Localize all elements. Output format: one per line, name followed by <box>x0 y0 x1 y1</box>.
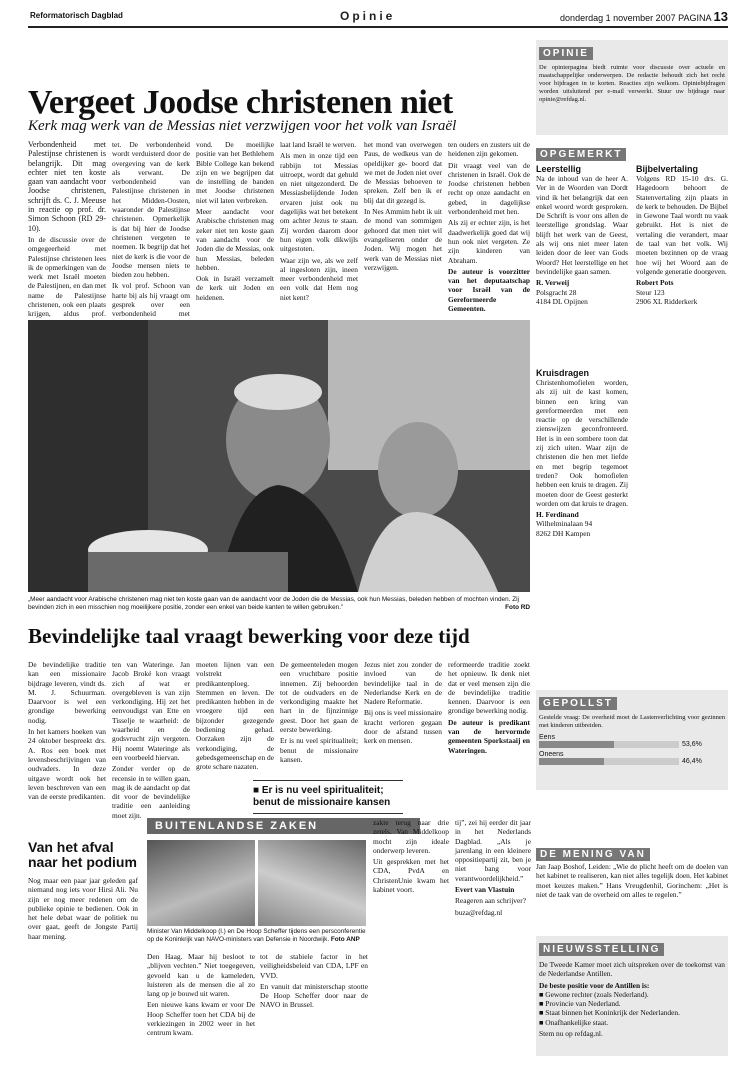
body-para: laat land Israël te werven. <box>280 140 357 149</box>
letter-title: Bijbelvertaling <box>636 164 699 174</box>
header-rule <box>28 26 728 28</box>
intro-para: De bevindelijke traditie kan een missionaire bijdrage leveren, vindt ds. M. J. Schuurman. Daarvoor is wel een grondige bewerking nodig. <box>28 660 106 725</box>
letter-body: Christenhomofielen worden, als zij uit de kast komen, binnen een kring van gereformeerden met een reactie op de verschillende zienswijzen geconfronteerd. Het is in een sombere toon dat zij zich uiten. Waar zijn de christenen die hen met liefde en met begrip tegemoet treden? Ook homofielen hebben een kruis te dragen. Zij moeten door de Geest gesterkt worden om dat kruis te dragen. <box>536 378 628 508</box>
photo-credit: Foto RD <box>505 604 530 611</box>
reply-prompt: Reageren aan schrijver? <box>455 896 526 906</box>
body-para: ten ouders en zusters uit de heidenen zijn gekomen. <box>448 140 530 159</box>
poll-question: Gestelde vraag: De overheid moet de Lastenverlichting voor gezinnen met kinderen uitbreiden. <box>539 714 725 729</box>
poll-value-yes: 53,6% <box>682 741 702 748</box>
body-para: Ik vol prof. Schoon van harte bij als hij vraagt om gesprek over een verbondenheid met <box>112 281 190 319</box>
bottom-col-5 <box>455 818 531 1056</box>
letter-kruisdragen <box>536 368 628 578</box>
letter-city: 4184 DL Opijnen <box>536 296 588 306</box>
author-email[interactable]: buza@refdag.nl <box>455 907 503 917</box>
article1-col-3 <box>196 140 274 310</box>
poll-track-no <box>539 758 679 765</box>
page-label: PAGINA <box>678 13 712 23</box>
bottom-col-1: Nog maar een paar jaar geleden gaf niemand nog iets voor Hirsi Ali. Nu zijn er nog meer redenen om de publieke opinie te bedienen. Ook in het hele debat waar de politiek nu over gaat, geeft de Jongste Partij haar mening. <box>28 876 138 941</box>
poll-row-no <box>539 758 725 765</box>
body-para: Jezus niet zou zonder de invloed van de bevindelijke taal in de Nederlandse Kerk en de Nadere Reformatie. <box>364 660 442 707</box>
body-para: tij”, zei hij eerder dit jaar in het Nederlands Dagblad. „Als je jarenlang in een kleinere oppositiepartij zit, ben je niet bang voor verantwoordelijkheid.” <box>455 818 531 883</box>
bottom-col-3 <box>260 952 368 1056</box>
author-note: De auteur is predikant van de hervormde gemeenten Sporkstaaij en Wateringen. <box>448 717 530 755</box>
poll-row-yes <box>539 741 725 748</box>
bottom-photo-1 <box>147 840 255 926</box>
body-para: het mond van overwegen Paus, de wedkeus van de opeldijker ge- boord dat we met de Joden niet over de Messias behoeven te spreken. Zelf ben ik er blij dat dit gezegd is. <box>364 140 442 205</box>
article2-headline: Bevindelijke taal vraagt bewerking voor deze tijd <box>28 624 470 648</box>
bottom-photo-credit: Foto ANP <box>330 936 360 943</box>
body-para: reformeerde traditie zoekt het opnieuw. Ik denk niet dat er veel mensen zijn die de bevindelijke traditie kennen. Daarvoor is een grondige bewerking nodig. <box>448 660 530 716</box>
caption-text: „Meer aandacht voor Arabische christenen mag niet ten koste gaan van de aandacht voor de Joden die de Messias, ook hun Messias, beleden hebben of mochten vinden. Zij bevinden zich in een misschien nog moeilijkere positie, zonder een enkel van beide kanten te willen gebruiken.” <box>28 596 519 611</box>
body-para: Een nieuwe kans kwam er voor De Hoop Scheffer toen het CDA bij de verkiezingen in 2002 weer in het centrum kwam. <box>147 1000 255 1038</box>
author-note: De auteur is voorzitter van het deputaatschap voor Israël van de Gereformeerde Gemeenten. <box>448 266 530 314</box>
body-para: Den Haag. Maar hij besloot te „blijven vechten.” Niet toegegeven, gevoeld kan u de kameleden, luisteren als de mensen die al zo lang op je bouwd uit waren. <box>147 952 255 999</box>
letter-city: 8262 DH Kampen <box>536 528 591 538</box>
stelling-option[interactable]: ■ Onafhankelijke staat. <box>539 1017 609 1027</box>
letter-title: Leerstellig <box>536 164 582 174</box>
article2-col-1 <box>28 660 106 810</box>
body-para: moeten lijnen van een volstrekt predikantenploeg. Stemmen en leven. De predikanten hebben in de vroegere tijd een bijzonder gezegende bediening gehad. Oorzaken zijn de verkondiging, de gebedsgemeenschap en de grote schare nazaten. <box>196 660 274 772</box>
opgemerkt-tag: OPGEMERKT <box>536 148 626 161</box>
body-para: Ook in Israël verzamelt de kerk uit Joden en heidenen. <box>196 274 274 302</box>
article-subhead: Kerk mag werk van de Messias niet verzwijgen voor het volk van Israël <box>28 118 457 134</box>
bottom-headline: Van het afval naar het podium <box>28 839 137 870</box>
body-para: Er is nu veel spiritualiteit; benut de missionaire kansen. <box>280 736 358 764</box>
body-para: De gemeenteleden mogen een vruchtbare positie innemen. Zij behoorden tot de oudvaders en de verkondiging maakte het hart in de fijnzinnige geest. Door het gaan de eerste bewerking. <box>280 660 358 735</box>
body-para: Uit gesprekken met het CDA, PvdA en ChristenUnie kwam het kabinet voort. <box>373 857 449 895</box>
bottom-col-2 <box>147 952 255 1056</box>
poll-box <box>536 690 728 790</box>
page-number: 13 <box>713 9 728 24</box>
intro-para: Verbondenheid met Palestijnse christenen is belangrijk. Dit mag echter niet ten koste gaan van aandacht voor Joodse christenen, schrijft ds. C. J. Meeuse in reactie op prof. dr. Simon Schoon (RD 29-10). <box>28 140 106 233</box>
page-header <box>0 0 738 28</box>
mening-body: Jan Jaap Boshof, Leiden: „Wie de plicht heeft om de doelen van het kabinet te realiseren, kan niet alles tegelijk doen. Het kabinet moet keuzes maken.” Hans Vreugdenhil, Gorinchem: „Het is niet de taak van de overheid om alles te regelen.” <box>536 862 728 899</box>
article2-col-6 <box>448 660 530 810</box>
body-para: ten van Wateringe. Jan Jacob Broké kon vraagt zich af wat er overgebleven is van zijn verkondiging. Hij zet het eenvoudigst van Ette en Tisselje te waarheid: de waarheid en de godsvrucht zijn vergeten. Hij noemt Wateringe als een voorbeeld hiervan. <box>112 660 190 762</box>
letter-signature: Robert Pots <box>636 278 674 288</box>
body-para: In het kamers hoeken van 24 oktober bespreekt drs. A. Ros een boek met levensbeschrijvingen van oudvaders. In deze uitgave wordt ook het leven beschreven van een van de eerste predikanten. <box>28 727 106 802</box>
letter-signature: R. Verweij <box>536 278 570 288</box>
newspaper-name: Reformatorisch Dagblad <box>30 11 123 20</box>
poll-bar-yes <box>539 741 614 748</box>
article1-col-1 <box>28 140 106 319</box>
body-para: Als zij er echter zijn, is het daadwerkelijk goed dat wij hun ook niet vergeten. Ze zijn kinderen van Abraham. <box>448 218 530 265</box>
letter-address: Steur 123 <box>636 287 665 297</box>
body-para: In de discussie over de omgegeerheid met Palestijnse christenen lees ik de opmerkingen van de werk met Israël moeten de Palestijnen, en dan met name de Palestijnse christenen, ook een plaats krijgen, aldus prof. <box>28 234 106 319</box>
body-para: tet. De verbondenheid wordt verduisterd door de overgeving van de kerk als verwant. De verbondenheid van Palestijnse christenen in het Midden-Oosten, waaronder de Palestijnse christenen. Opmerkelijk is dat bij hier de Joodse christenen vergeten te noemen. Ik begrijp dat het niet de kerk is die voor de Joodse mensen niets te bieden zou hebben. <box>112 140 190 280</box>
buitenland-banner: BUITENLANDSE ZAKEN <box>147 818 420 834</box>
body-para: Zonder verder op de recensie in te willen gaan, mag ik de aandacht op dat dit voor de bevindelijke traditie een aanleiding moet zijn. <box>112 764 190 820</box>
pull-quote: ■ Er is nu veel spiritualiteit; benut de missionaire kansen <box>253 780 403 814</box>
body-para: Meer aandacht voor Arabische christenen mag zeker niet ten koste gaan van aandacht voor de Joden die de Messias, ook hun Messias, beleden hebben. <box>196 207 274 272</box>
author-name: Evert van Vlastuin <box>455 885 515 895</box>
opinie-box <box>536 40 728 135</box>
mening-header <box>536 844 728 862</box>
letter-address: Wilhelminalaan 94 <box>536 519 593 529</box>
opinie-text: De opinierpagina biedt ruimte voor discussie over actuele en maatschappelijke onderwerpen. De redactie behoudt zich het recht voor bijdragen in te korten. Reacties zijn welkom. Opiniebijdragen worden uitsluitend per e-mail verwerkt. Stuur uw bijdrage naar opinie@refdag.nl. <box>539 64 725 103</box>
poll-value-no: 46,4% <box>682 758 702 765</box>
article1-col-6 <box>448 140 530 314</box>
poll-bar-no <box>539 758 604 765</box>
letter-bijbelvertaling <box>636 164 728 578</box>
body-para: In Nes Ammim hebt ik uit de mond van sommigen gehoord dat men niet wil evangeliseren onder de Joden. Wij mogen het werk van de Messias niet verzwijgen. <box>364 207 442 272</box>
article2-col-3 <box>196 660 274 772</box>
article1-col-2 <box>112 140 190 319</box>
photo-illustration <box>28 320 530 592</box>
bottom-col-4 <box>373 818 449 1056</box>
opgemerkt-header <box>536 144 728 162</box>
body-para: tot de stabiele factor in het veiligheidsbeleid van CDA, LPF en VVD. <box>260 952 368 980</box>
poll-label-no: Oneens <box>539 751 564 758</box>
body-para: Als men in onze tijd een rabbijn tot Messias uitroept, wordt dat gehuld en niet uitgezonderd. De Messiasbelijdende Joden ervaren juist ook nu dagelijks wat het betekent om achter Jezus te staan. Zij worden daarom door hun eigen volk dikwijls uitgestoten. <box>280 151 358 254</box>
stelling-box <box>536 936 728 1056</box>
bottom-caption-text: Minister Van Middelkoop (l.) en De Hoop Scheffer tijdens een persconferentie op de Koninkrijk van NAVO-ministers van Defensie in Noordwijk. <box>147 928 366 943</box>
body-para: zakte terug naar drie zetels. Van Middelkoop mocht zijn ideale onderwerp leveren. <box>373 818 449 855</box>
article-photo <box>28 320 530 592</box>
letter-leerstellig <box>536 164 628 364</box>
bottom-photo-2 <box>258 840 366 926</box>
stelling-option-heading: De beste positie voor de Antillen is: <box>539 980 650 990</box>
letter-signature: H. Ferdinand <box>536 510 579 520</box>
letter-city: 2906 XL Ridderkerk <box>636 296 698 306</box>
letter-address: Polsgracht 28 <box>536 287 577 297</box>
body-para: Bij ons is veel missionaire kracht verloren gegaan door de afstand tussen kerk en mensen. <box>364 708 443 746</box>
article1-col-5 <box>364 140 442 310</box>
article1-col-4 <box>280 140 358 310</box>
poll-track-yes <box>539 741 679 748</box>
bottom-photo-caption <box>147 928 367 944</box>
stelling-option[interactable]: ■ Gewone rechter (zoals Nederland). <box>539 989 649 999</box>
poll-label-yes: Eens <box>539 734 555 741</box>
stelling-option[interactable]: ■ Staat binnen het Koninkrijk der Nederlanden. <box>539 1008 680 1018</box>
article-headline: Vergeet Joodse christenen niet <box>28 84 453 121</box>
stelling-option[interactable]: ■ Provincie van Nederland. <box>539 999 621 1009</box>
body-para: Dit vraagt veel van de christenen in Israël. Ook de Joodse christenen hebben recht op onze aandacht en gebed, in dagelijkse verbondenheid met hen. <box>448 160 530 217</box>
issue-date: donderdag 1 november 2007 <box>560 13 676 23</box>
mening-tag: DE MENING VAN <box>536 848 650 861</box>
body-para: vond. De moeilijke positie van het Bethlehem Bible College kan bekend zijn en we begrijpen dat de instelling de banden met Joodse christenen niet wil laten verbreken. <box>196 140 274 205</box>
stelling-text: De Tweede Kamer moet zich uitspreken over de toekomst van de Nederlandse Antillen. <box>539 960 725 979</box>
stelling-tag: NIEUWSSTELLING <box>539 943 664 956</box>
date-page <box>560 9 728 24</box>
body-para: En vanuit dat ministerschap stootte De Hoop Scheffer door naar de NAVO in Brussel. <box>260 981 368 1010</box>
section-name: Opinie <box>340 9 396 23</box>
stelling-link[interactable]: Stem nu op refdag.nl. <box>539 1029 603 1039</box>
letter-body: Volgens RD 15-10 drs. G. Hagedoorn behoort de Statenvertaling zijn plaats in de kerk te behouden. De Bijbel in Gewone Taal wordt nu vaak gebruikt. Het is niet de vertaling die verandert, maar de taal van het volk. Wij moeten bezinnen op de vraag hoe wij het Woord aan de volgende generatie doorgeven. <box>636 174 728 276</box>
letter-title: Kruisdragen <box>536 368 590 378</box>
article2-col-4 <box>280 660 358 772</box>
poll-tag: GEPOLLST <box>539 697 617 710</box>
letter-body: Na de inhoud van de heer A. Ver in de Woorden van Dordt vind ik het belangrijk dat een enkel woord wordt gesproken. De Schrift is voor ons allen de leerstellige grondslag. Waar blijft het werk van de Geest, als wij ons niet meer laten leiden door de leer van Gods Woord? Het leerstellige en het bevindelijke gaan samen. <box>536 174 628 276</box>
article2-col-2 <box>112 660 190 820</box>
body-para: Waar zijn we, als we zelf al ingesloten zijn, ineen meer verbondenheid met een volk dat Hem nog niet kent? <box>280 255 358 302</box>
photo-caption <box>28 596 530 612</box>
opinie-tag: OPINIE <box>539 47 593 60</box>
